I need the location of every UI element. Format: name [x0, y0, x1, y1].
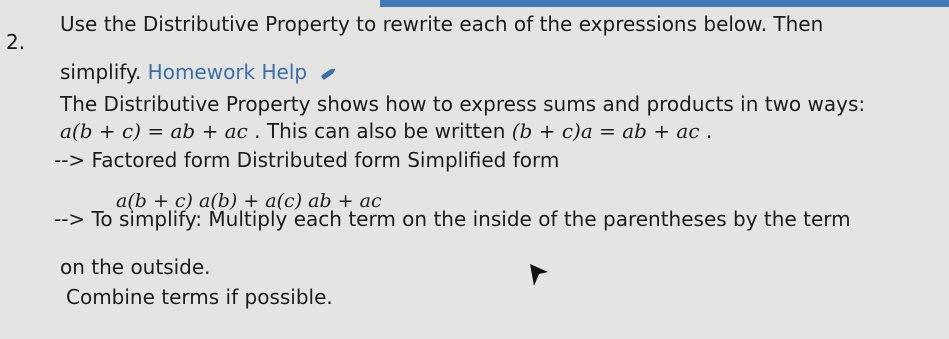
problem-number: 2. — [6, 30, 26, 54]
combine-terms-text: Combine terms if possible. — [66, 285, 333, 309]
pencil-icon[interactable] — [319, 65, 337, 83]
top-color-bar — [380, 0, 949, 7]
instruction-line-1: Use the Distributive Property to rewrite each of the expressions below. Then — [60, 12, 824, 36]
equation-period: . — [705, 119, 713, 143]
property-description: The Distributive Property shows how to express sums and products in two ways: — [60, 92, 866, 116]
forms-header: --> Factored form Distributed form Simplified form — [54, 148, 560, 172]
forms-example: a(b + c) a(b) + a(c) ab + ac — [116, 190, 382, 212]
equation-line — [60, 119, 712, 143]
simplify-instruction: --> To simplify: Multiply each term on the inside of the parentheses by the term — [54, 207, 851, 231]
instruction-line-2 — [60, 60, 337, 84]
equation-bc-a: (b + c)a = ab + ac — [511, 119, 700, 143]
simplify-instruction-cont: on the outside. — [60, 255, 211, 279]
equation-connector-text: . This can also be written — [254, 119, 506, 143]
homework-help-link[interactable]: Homework Help — [147, 60, 308, 84]
mouse-pointer-icon — [528, 262, 550, 288]
equation-a-bc: a(b + c) = ab + ac — [60, 119, 248, 143]
instruction-simplify: simplify. — [60, 60, 142, 84]
